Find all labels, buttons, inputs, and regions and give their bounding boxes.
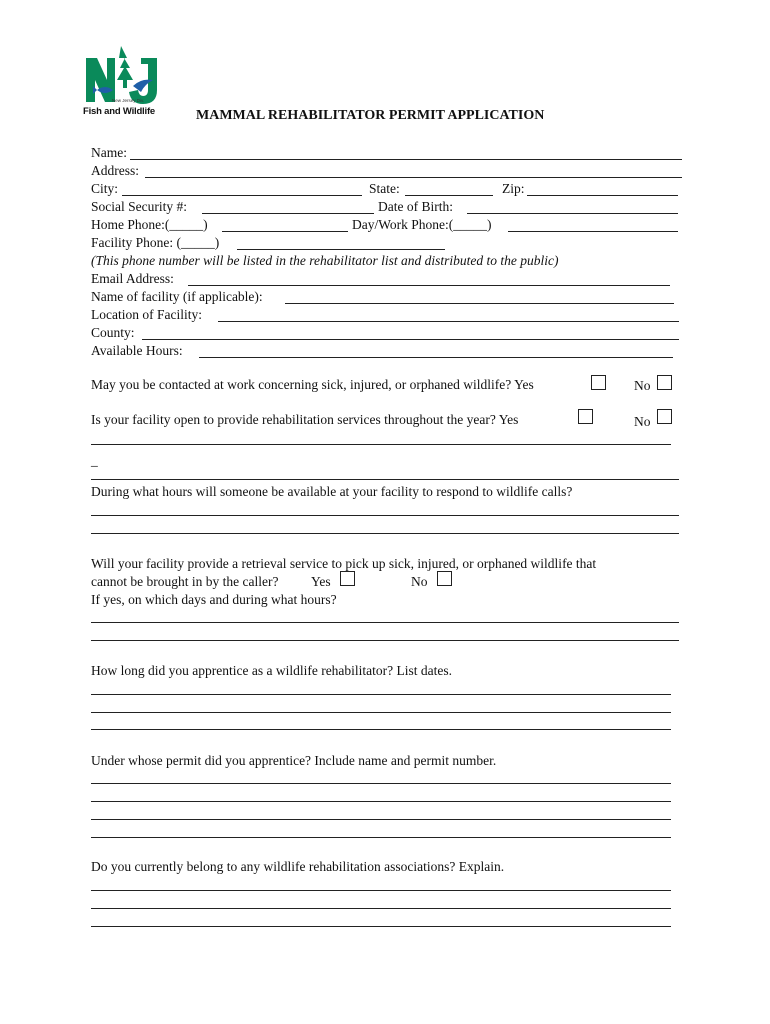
work-phone-field[interactable] [508,231,678,232]
q4-text-3: If yes, on which days and during what hours? [91,592,337,607]
q7-answer-line-2[interactable] [91,908,671,909]
phone-note: (This phone number will be listed in the rehabilitator list and distributed to the public) [91,253,559,268]
q3-answer-line-2[interactable] [91,533,679,534]
q4-yes-checkbox[interactable] [340,571,355,586]
q1-yes-checkbox[interactable] [591,375,606,390]
county-field[interactable] [142,339,679,340]
facility-phone-label: Facility Phone: (_____) [91,235,220,250]
q2-yes-checkbox[interactable] [578,409,593,424]
q1-no-label: No [634,378,651,393]
q4-text-2: cannot be brought in by the caller? [91,574,279,589]
q2-answer-line[interactable] [91,444,671,445]
address-field[interactable] [145,177,682,178]
work-phone-label: Day/Work Phone:(_____) [352,217,492,232]
q6-answer-line-2[interactable] [91,801,671,802]
email-field[interactable] [188,285,670,286]
city-field[interactable] [122,195,362,196]
q1-text: May you be contacted at work concerning sick, injured, or orphaned wildlife? Yes [91,377,534,392]
ssn-label: Social Security #: [91,199,187,214]
address-label: Address: [91,163,139,178]
facility-name-label: Name of facility (if applicable): [91,289,263,304]
q5-text: How long did you apprentice as a wildlife rehabilitator? List dates. [91,663,453,678]
facility-name-field[interactable] [285,303,674,304]
logo-text: Fish and Wildlife [83,106,155,117]
q4-no-checkbox[interactable] [437,571,452,586]
hours-label: Available Hours: [91,343,183,358]
dob-label: Date of Birth: [378,199,453,214]
dob-field[interactable] [467,213,678,214]
q2-no-label: No [634,414,651,429]
hours-field[interactable] [199,357,673,358]
q4-answer-line-1[interactable] [91,622,679,623]
q1-no-checkbox[interactable] [657,375,672,390]
facility-phone-field[interactable] [237,249,445,250]
q5-answer-line-1[interactable] [91,694,671,695]
zip-field[interactable] [527,195,678,196]
city-label: City: [91,181,119,196]
q2-text: Is your facility open to provide rehabilitation services throughout the year? Yes [91,412,519,427]
q7-answer-line-1[interactable] [91,890,671,891]
q6-answer-line-1[interactable] [91,783,671,784]
q4-yes-label: Yes [311,574,331,589]
q2-answer-line-2[interactable] [91,479,679,480]
page-title: MAMMAL REHABILITATOR PERMIT APPLICATION [196,108,545,123]
q5-answer-line-3[interactable] [91,729,671,730]
q5-answer-line-2[interactable] [91,712,671,713]
zip-label: Zip: [502,181,525,196]
q3-text: During what hours will someone be available at your facility to respond to wildlife calls? [91,484,573,499]
home-phone-field[interactable] [222,231,348,232]
q6-text: Under whose permit did you apprentice? Include name and permit number. [91,753,497,768]
logo-subtext: New Jersey Div. [112,98,145,103]
q7-answer-line-3[interactable] [91,926,671,927]
facility-location-label: Location of Facility: [91,307,202,322]
ssn-field[interactable] [202,213,374,214]
q4-no-label: No [411,574,428,589]
state-field[interactable] [405,195,493,196]
q7-text: Do you currently belong to any wildlife rehabilitation associations? Explain. [91,859,505,874]
state-label: State: [369,181,400,196]
name-label: Name: [91,145,127,160]
name-field[interactable] [130,159,682,160]
q2-no-checkbox[interactable] [657,409,672,424]
q6-answer-line-4[interactable] [91,837,671,838]
email-label: Email Address: [91,271,174,286]
county-label: County: [91,325,135,340]
q4-text-1: Will your facility provide a retrieval service to pick up sick, injured, or orphaned wildlife that [91,556,597,571]
home-phone-label: Home Phone:(_____) [91,217,208,232]
q6-answer-line-3[interactable] [91,819,671,820]
facility-location-field[interactable] [218,321,679,322]
q3-answer-line-1[interactable] [91,515,679,516]
q4-answer-line-2[interactable] [91,640,679,641]
dash-mark: _ [91,453,98,468]
